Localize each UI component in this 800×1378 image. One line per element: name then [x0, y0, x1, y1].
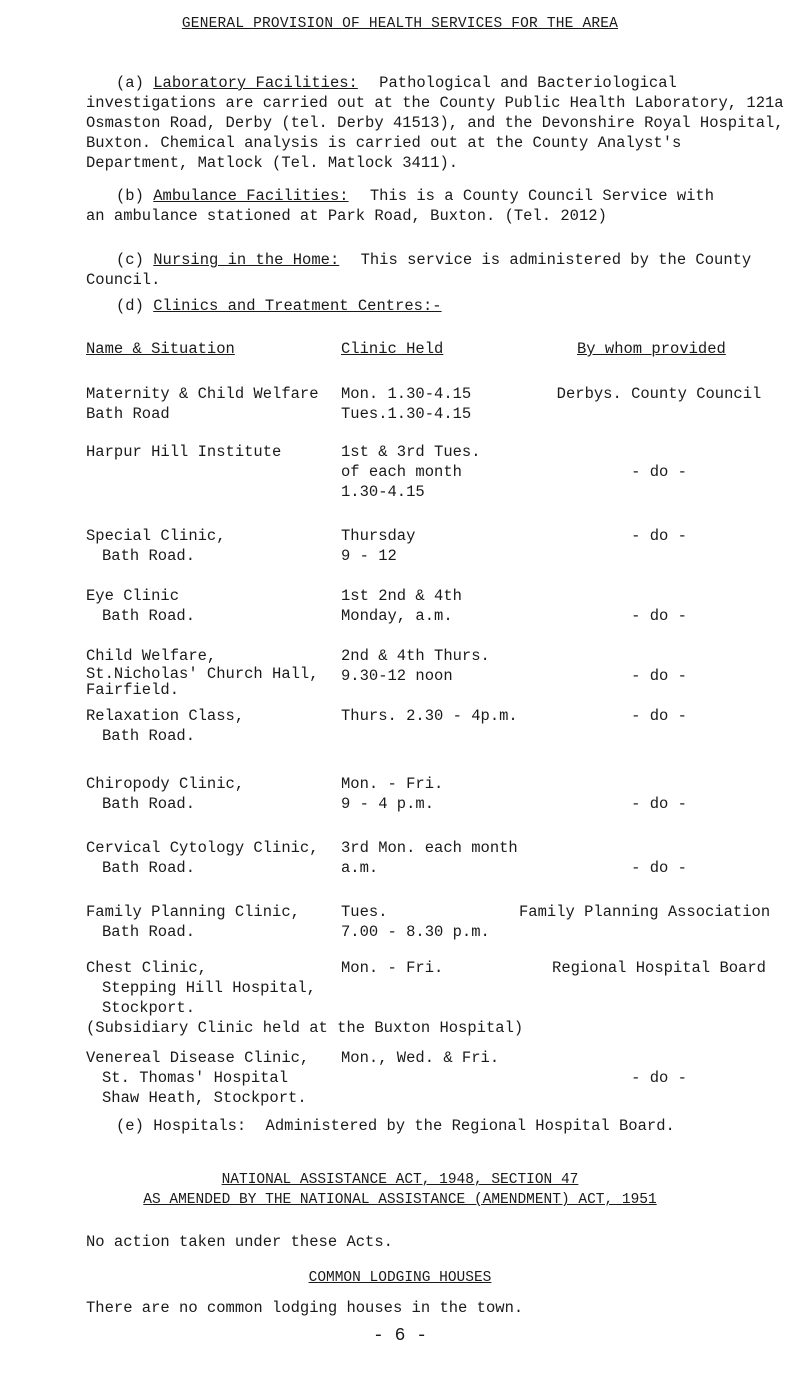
paragraph-line: Council.	[86, 271, 161, 289]
row-name-line: Harpur Hill Institute	[86, 443, 282, 461]
lodging-text: There are no common lodging houses in the town.	[86, 1299, 524, 1317]
row-held-line: Tues.	[341, 903, 388, 921]
row-clinic-held	[341, 646, 490, 686]
row-held-line: Thursday	[341, 527, 416, 545]
row-provider: - do -	[631, 1069, 687, 1087]
row-held-line: 1st 2nd & 4th	[341, 587, 462, 605]
row-provider: Regional Hospital Board	[552, 959, 766, 977]
row-note: (Subsidiary Clinic held at the Buxton Hospital)	[86, 1019, 524, 1037]
row-held-line: 2nd & 4th Thurs.	[341, 647, 490, 665]
row-held-line: 9 - 12	[341, 547, 397, 565]
row-name-line: Bath Road.	[102, 795, 196, 813]
row-provider: - do -	[631, 667, 687, 685]
paragraph-title: Ambulance Facilities:	[153, 187, 349, 205]
row-held-line: 1.30-4.15	[341, 483, 425, 501]
row-name-line: Stockport.	[102, 999, 196, 1017]
row-name	[86, 384, 319, 424]
page-heading: GENERAL PROVISION OF HEALTH SERVICES FOR THE AREA	[181, 16, 619, 32]
row-name-line: Venereal Disease Clinic,	[86, 1049, 310, 1067]
row-held-line: Tues.1.30-4.15	[341, 405, 472, 423]
row-name-line: Chest Clinic,	[86, 959, 207, 977]
paragraph-line: Pathological and Bacteriological	[379, 74, 677, 92]
row-clinic-held	[341, 526, 415, 566]
row-name-line: Chiropody Clinic,	[86, 775, 245, 793]
row-name-line: Bath Road.	[102, 547, 196, 565]
row-clinic-held	[341, 706, 518, 726]
paragraph-title: Hospitals:	[153, 1117, 247, 1135]
row-name	[86, 1048, 309, 1108]
paragraph-title: Clinics and Treatment Centres:-	[153, 297, 442, 315]
row-provider: - do -	[631, 607, 687, 625]
paragraph-line: Department, Matlock (Tel. Matlock 3411).	[86, 154, 459, 172]
row-clinic-held	[341, 384, 471, 424]
paragraph-label: (b)	[116, 187, 144, 205]
row-provider: - do -	[631, 795, 687, 813]
column-header-clinic-held: Clinic Held	[341, 340, 444, 358]
row-provider: Family Planning Association	[519, 903, 771, 921]
row-name	[86, 526, 226, 566]
row-name-line: Relaxation Class,	[86, 707, 245, 725]
act-text: No action taken under these Acts.	[86, 1233, 393, 1251]
column-header-name: Name & Situation	[86, 340, 235, 358]
paragraph-line: This service is administered by the County	[360, 251, 752, 269]
paragraph-line: This is a County Council Service with	[369, 187, 715, 205]
paragraph-title: Laboratory Facilities:	[153, 74, 358, 92]
paragraph-line: Osmaston Road, Derby (tel. Derby 41513), and the Devonshire Royal Hospital,	[86, 114, 784, 132]
row-held-line: of each month	[341, 463, 462, 481]
row-name	[86, 706, 244, 746]
row-held-line: Mon. - Fri.	[341, 959, 444, 977]
paragraph-title: Nursing in the Home:	[153, 251, 340, 269]
row-name-line: Bath Road	[86, 405, 170, 423]
row-name-line: St.Nicholas' Church Hall,	[86, 665, 319, 683]
row-held-line: Mon. 1.30-4.15	[341, 385, 472, 403]
row-name-line: Bath Road.	[102, 859, 196, 877]
row-held-line: Mon. - Fri.	[341, 775, 444, 793]
row-provider: - do -	[631, 463, 687, 481]
row-name-line: Bath Road.	[102, 607, 196, 625]
row-name-line: Fairfield.	[86, 681, 180, 699]
row-held-line: Thurs. 2.30 - 4p.m.	[341, 707, 518, 725]
row-held-line: a.m.	[341, 859, 379, 877]
row-provider: - do -	[631, 859, 687, 877]
row-name-line: Child Welfare,	[86, 647, 217, 665]
row-name	[86, 586, 195, 626]
lodging-title: COMMON LODGING HOUSES	[308, 1270, 492, 1286]
row-name-line: Stepping Hill Hospital,	[102, 979, 316, 997]
row-held-line: 3rd Mon. each month	[341, 839, 518, 857]
row-name	[86, 646, 319, 698]
paragraph-line: an ambulance stationed at Park Road, Buxton. (Tel. 2012)	[86, 207, 607, 225]
row-clinic-held	[341, 902, 490, 942]
paragraph-ambulance	[86, 186, 786, 226]
row-name	[86, 838, 319, 878]
row-clinic-held	[341, 1048, 499, 1068]
row-held-line: Mon., Wed. & Fri.	[341, 1049, 500, 1067]
row-provider: - do -	[631, 707, 687, 725]
row-name-line: Family Planning Clinic,	[86, 903, 300, 921]
act-title-line-2: AS AMENDED BY THE NATIONAL ASSISTANCE (AMENDMENT) ACT, 1951	[143, 1192, 657, 1208]
row-name-line: Eye Clinic	[86, 587, 180, 605]
row-held-line: Monday, a.m.	[341, 607, 453, 625]
row-provider: Derbys. County Council	[556, 385, 762, 403]
row-clinic-held	[341, 774, 443, 814]
paragraph-nursing	[86, 250, 786, 290]
paragraph-laboratory	[86, 73, 786, 173]
row-held-line: 9 - 4 p.m.	[341, 795, 435, 813]
paragraph-clinics	[86, 296, 786, 316]
paragraph-hospitals	[86, 1116, 786, 1136]
row-clinic-held	[341, 838, 518, 878]
row-name	[86, 442, 281, 462]
row-name-line: Bath Road.	[102, 923, 196, 941]
row-name-line: St. Thomas' Hospital	[102, 1069, 289, 1087]
row-name-line: Special Clinic,	[86, 527, 226, 545]
row-name-line: Cervical Cytology Clinic,	[86, 839, 319, 857]
row-clinic-held	[341, 586, 462, 626]
paragraph-label: (a)	[116, 74, 144, 92]
row-name-line: Shaw Heath, Stockport.	[102, 1089, 307, 1107]
paragraph-label: (e)	[116, 1117, 144, 1135]
row-held-line: 7.00 - 8.30 p.m.	[341, 923, 490, 941]
row-name	[86, 958, 316, 1018]
row-name-line: Maternity & Child Welfare	[86, 385, 319, 403]
row-clinic-held	[341, 958, 443, 978]
paragraph-label: (d)	[116, 297, 144, 315]
act-title-line-1: NATIONAL ASSISTANCE ACT, 1948, SECTION 47	[221, 1172, 579, 1188]
row-clinic-held	[341, 442, 481, 502]
paragraph-text: Administered by the Regional Hospital Board.	[265, 1117, 675, 1135]
paragraph-label: (c)	[116, 251, 144, 269]
row-held-line: 9.30-12 noon	[341, 667, 453, 685]
column-header-provider: By whom provided	[577, 340, 726, 358]
row-provider: - do -	[631, 527, 687, 545]
row-name	[86, 902, 300, 942]
row-name-line: Bath Road.	[102, 727, 196, 745]
row-name	[86, 774, 244, 814]
paragraph-line: Buxton. Chemical analysis is carried out at the County Analyst's	[86, 134, 682, 152]
row-held-line: 1st & 3rd Tues.	[341, 443, 481, 461]
paragraph-line: investigations are carried out at the County Public Health Laboratory, 121a	[86, 94, 784, 112]
page-number: - 6 -	[372, 1326, 427, 1346]
